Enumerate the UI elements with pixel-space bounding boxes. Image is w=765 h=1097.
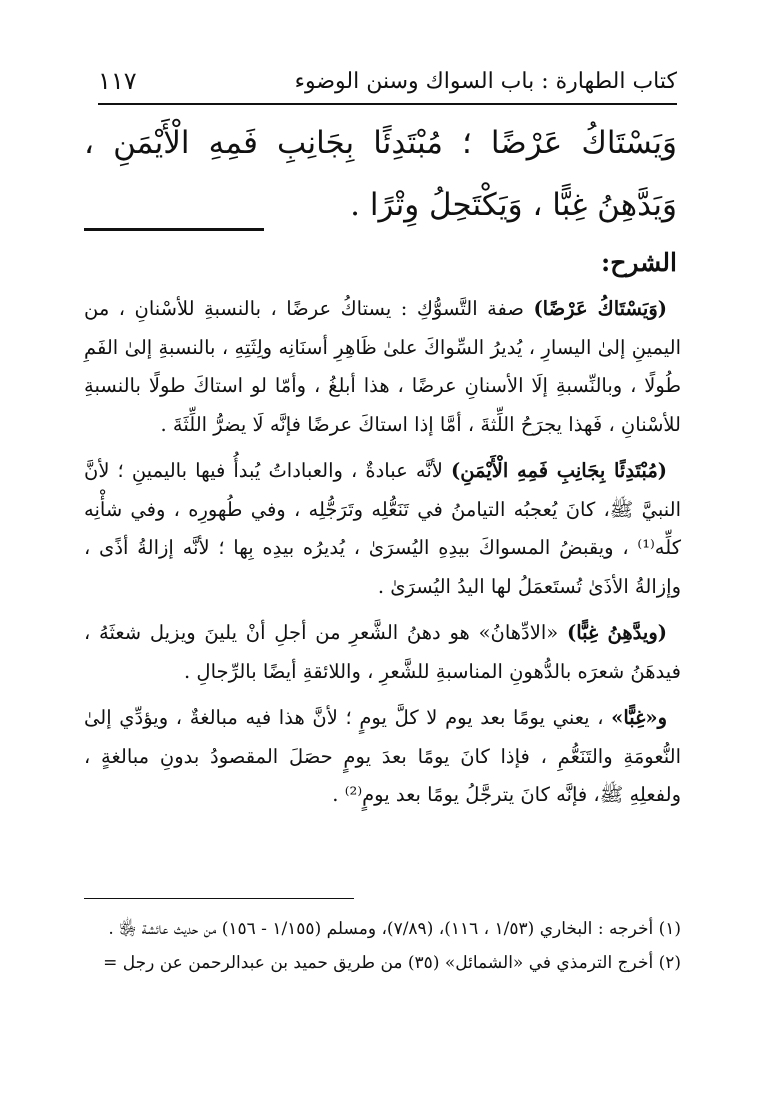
paragraph-text: «الادِّهانُ» هو دهنُ الشَّعرِ من أجلِ أنْ يلينَ ويزيل شعثَهُ ، فيدهَنُ شعرَه بالدُّهونِ المناسبةِ للشَّعرِ ، واللائقةِ أيضًا بالرِّجالِ . xyxy=(84,621,681,683)
paragraph-text: لأنَّه عبادةٌ ، والعباداتُ يُبدأُ فيها باليمينِ ؛ لأنَّ النبيَّ ﷺ، كانَ يُعجبُه التيامنُ في تَنَعُّلِه وتَرَجُّلِه ، وفي طُهورِه ، وفي شأْنِه كلِّه⁽¹⁾ ، ويقبضُ المسواكَ بيدِهِ اليُسرَىٰ ، يُديرُه بيدِه بِها ؛ لأنَّه إزالةُ أذًى ، وإزالةُ الأذَىٰ تُستَعمَلُ لها اليدُ اليُسرَىٰ . xyxy=(84,459,681,598)
matn-divider xyxy=(84,228,264,231)
footnote-divider xyxy=(84,898,354,899)
matn-text: وَيَسْتَاكُ عَرْضًا ؛ مُبْتَدِئًا بِجَانِبِ فَمِهِ الْأَيْمَنِ ، وَيَدَّهِنُ غِبًّا ، وَيَكْتَحِلُ وِتْرًا . xyxy=(84,125,677,223)
lemma: (وَيَسْتَاكُ عَرْضًا) xyxy=(533,297,668,320)
footnote: (٢) أخرج الترمذي في «الشمائل» (٣٥) من طريق حميد بن عبدالرحمن عن رجل = xyxy=(103,953,681,973)
page-number: ١١٧ xyxy=(98,67,137,95)
commentary-paragraph xyxy=(84,614,681,691)
commentary-body xyxy=(84,290,681,823)
paragraph-text: صفة التَّسوُّكِ : يستاكُ عرضًا ، بالنسبةِ للأسْنانِ ، من اليمينِ إلىٰ اليسارِ ، يُديرُ السِّواكَ علىٰ ظَاهِرِ أسنَانِه ولِثَتِهِ ، بالنسبةِ إلىٰ الفَمِ طُولًا ، وبالنِّسبةِ إلَا الأسنانِ عرضًا ، هذا أبلغُ ، وأمّا لو استاكَ طولًا بالنسبةِ للأسْنانِ ، فَهذا يجرَحُ اللِّثةَ ، أمَّا إذا استاكَ عرضًا فإنَّه لَا يضرُّ اللِّثَةَ . xyxy=(84,297,681,436)
sharh-heading: الشرح: xyxy=(600,248,677,277)
running-title: كتاب الطهارة : باب السواك وسنن الوضوء xyxy=(294,68,677,94)
commentary-paragraph xyxy=(84,452,681,606)
lemma: (ويدَّهِنُ غِبًّا) xyxy=(566,621,667,644)
lemma: (مُبْتَدِئًا بِجَانِبِ فَمِهِ الْأَيْمَنِ) xyxy=(450,459,667,482)
footnotes xyxy=(84,914,681,982)
commentary-paragraph xyxy=(84,699,681,815)
lemma: و«غِبًّا» xyxy=(611,706,667,729)
paragraph-text: ، يعني يومًا بعد يوم لا كلَّ يومٍ ؛ لأنَّ هذا فيه مبالغةٌ ، ويؤدِّي إلىٰ النُّعومَةِ والتَنَعُّمِ ، فإذا كانَ يومًا بعدَ يومٍ حصَلَ المقصودُ بدونِ مبالغةٍ ، ولفعلِهِ ﷺ، فإنَّه كانَ يترجَّلُ يومًا بعد يومٍ⁽²⁾ . xyxy=(84,706,681,806)
running-header xyxy=(98,60,677,102)
commentary-paragraph xyxy=(84,290,681,444)
footnote: (١) أخرجه : البخاري (١/٥٣ ، ١١٦)، (٧/٨٩)، ومسلم (١/١٥٥ - ١٥٦) من حديث عائشة ﵂ . xyxy=(108,919,681,939)
